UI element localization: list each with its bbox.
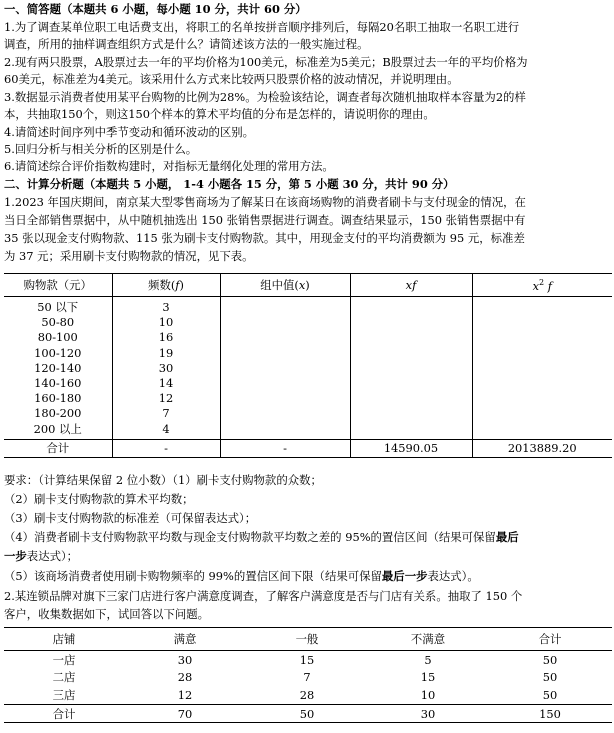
table-row-freq: 16 [158,330,174,345]
col-header-satisfied: 满意 [124,628,246,651]
table-row [4,669,612,687]
col-header-xf: xf [350,274,472,297]
value-cell: 50 [542,652,558,667]
s1-q1-line1: 1.为了调查某单位职工电话费支出，将职工的名单按拼音顺序排列后，每隔20名职工抽取一名职工进行 [4,20,520,34]
table-row-range: 120-140 [34,360,82,375]
table-row-freq: 4 [162,421,170,436]
col-header-total: 合计 [488,628,612,651]
s1-q5: 5.回归分析与相关分析的区别是什么。 [4,142,198,156]
value-cell: 7 [303,670,311,685]
value-cell: 15 [420,670,436,685]
frequencies-cell [112,297,220,440]
total-cell: 30 [368,704,488,723]
total-mid: - [220,439,350,457]
s1-q3-line2: 本，共抽取150个，则这150个样本的算术平均值的分布是怎样的，请说明你的理由。 [4,107,435,121]
section2-heading: 二、计算分析题（本题共 5 小题， 1-4 小题各 15 分，第 5 小题 30 分，共计 90 分） [4,177,455,191]
req-3: （3）刷卡支付购物款的标准差（可保留表达式）； [4,511,257,525]
table-row-range: 200 以上 [33,421,82,436]
value-cell: 50 [542,670,558,685]
table-row-freq: 14 [158,376,174,391]
table-row-freq: 12 [158,391,174,406]
s1-q3-line1: 3.数据显示消费者使用某平台购物的比例为28%。为检验该结论，调查者每次随机抽取样本容量为2的样 [4,90,526,104]
s2-q1-line3: 35 张以现金支付购物款、115 张为刷卡支付购物款。其中，用现金支付的平均消费额为 95 元，标准差 [4,231,525,245]
col-header-neutral: 一般 [246,628,368,651]
value-cell: 10 [420,687,436,702]
total-xf: 14590.05 [350,439,472,457]
table-row-range: 140-160 [34,376,82,391]
req-4-line2: 一步表达式）； [4,549,79,563]
s1-q6: 6.请简述综合评价指数构建时，对指标无量纲化处理的常用方法。 [4,159,334,173]
value-cell: 28 [299,687,315,702]
store-cell: 三店 [52,687,76,702]
total-label: 合计 [4,439,112,457]
col-header-dissatisfied: 不满意 [368,628,488,651]
section1-heading: 一、简答题（本题共 6 小题，每小题 10 分，共计 60 分） [4,2,307,16]
store-cell: 一店 [52,652,76,667]
s1-q2-line1: 2.现有两只股票，A股票过去一年的平均价格为100美元，标准差为5美元；B股票过去一年的平均价格为 [4,55,528,69]
s2-q1-line4: 为 37 元；采用刷卡支付购物款的情况，见下表。 [4,249,254,263]
table-row-range: 50 以下 [37,300,79,314]
table-row-range: 100-120 [34,345,82,360]
table-row-range: 80-100 [37,330,78,345]
s1-q4: 4.请简述时间序列中季节变动和循环波动的区别。 [4,125,255,139]
total-cell: 150 [488,704,612,723]
s2-q1-line1: 1.2023 年国庆期间，南京某大型零售商场为了解某日在该商场购物的消费者刷卡与支付现金的情况，在 [4,195,526,209]
col-header-midpoint: 组中值(x) [220,274,350,297]
total-cell: 合计 [4,704,124,723]
value-cell: 28 [177,670,193,685]
amount-ranges-cell [4,297,112,440]
total-cell: 70 [124,704,246,723]
s2-q2-line1: 2.某连锁品牌对旗下三家门店进行客户满意度调查，了解客户满意度是否与门店有关系。抽取了 150 个 [4,589,523,603]
table-row-freq: 7 [162,406,170,421]
table-row-freq: 30 [158,360,174,375]
s1-q1-line2: 调查，所用的抽样调查组织方式是什么？请简述该方法的一般实施过程。 [4,37,369,51]
midpoint-blank-cell [220,297,350,440]
table-row-freq: 3 [162,300,170,314]
value-cell: 30 [177,652,193,667]
table-total-row [4,704,612,723]
store-cell: 二店 [52,670,76,685]
table-row-range: 180-200 [34,406,82,421]
col-header-frequency: 频数(f) [112,274,220,297]
total-x2f: 2013889.20 [472,439,612,457]
req-2: （2）刷卡支付购物款的算术平均数； [4,492,194,506]
req-4-line1: （4）消费者刷卡支付购物款平均数与现金支付购物款平均数之差的 95%的置信区间（结果可保留最后 [4,530,519,544]
s2-q2-line2: 客户，收集数据如下，试回答以下问题。 [4,607,210,621]
table-row [4,686,612,704]
s1-q2-line2: 60美元，标准差为4美元。该采用什么方式来比较两只股票价格的波动情况，并说明理由。 [4,72,459,86]
total-freq: - [112,439,220,457]
table-row-freq: 10 [158,315,174,330]
req-1: 要求：（计算结果保留 2 位小数）（1）刷卡支付购物款的众数； [4,473,322,487]
satisfaction-table [4,627,612,723]
col-header-store: 店铺 [4,628,124,651]
table-row-range: 160-180 [34,391,82,406]
total-cell: 50 [246,704,368,723]
col-header-x2f: $x^2$ f [472,274,612,297]
req-5: （5）该商场消费者使用刷卡购物频率的 99%的置信区间下限（结果可保留最后一步表达式）。 [4,569,479,583]
value-cell: 12 [177,687,193,702]
table-row [4,651,612,669]
col-header-amount: 购物款（元） [4,274,112,297]
card-payment-table [4,273,612,458]
value-cell: 15 [299,652,315,667]
xf-blank-cell [350,297,472,440]
s2-q1-line2: 当日全部销售票据中，从中随机抽选出 150 张销售票据进行调查。调查结果显示，150 张销售票据中有 [4,213,526,227]
value-cell: 5 [424,652,432,667]
x2f-blank-cell [472,297,612,440]
value-cell: 50 [542,687,558,702]
table-row-freq: 19 [158,345,174,360]
table-row-range: 50-80 [41,315,75,330]
